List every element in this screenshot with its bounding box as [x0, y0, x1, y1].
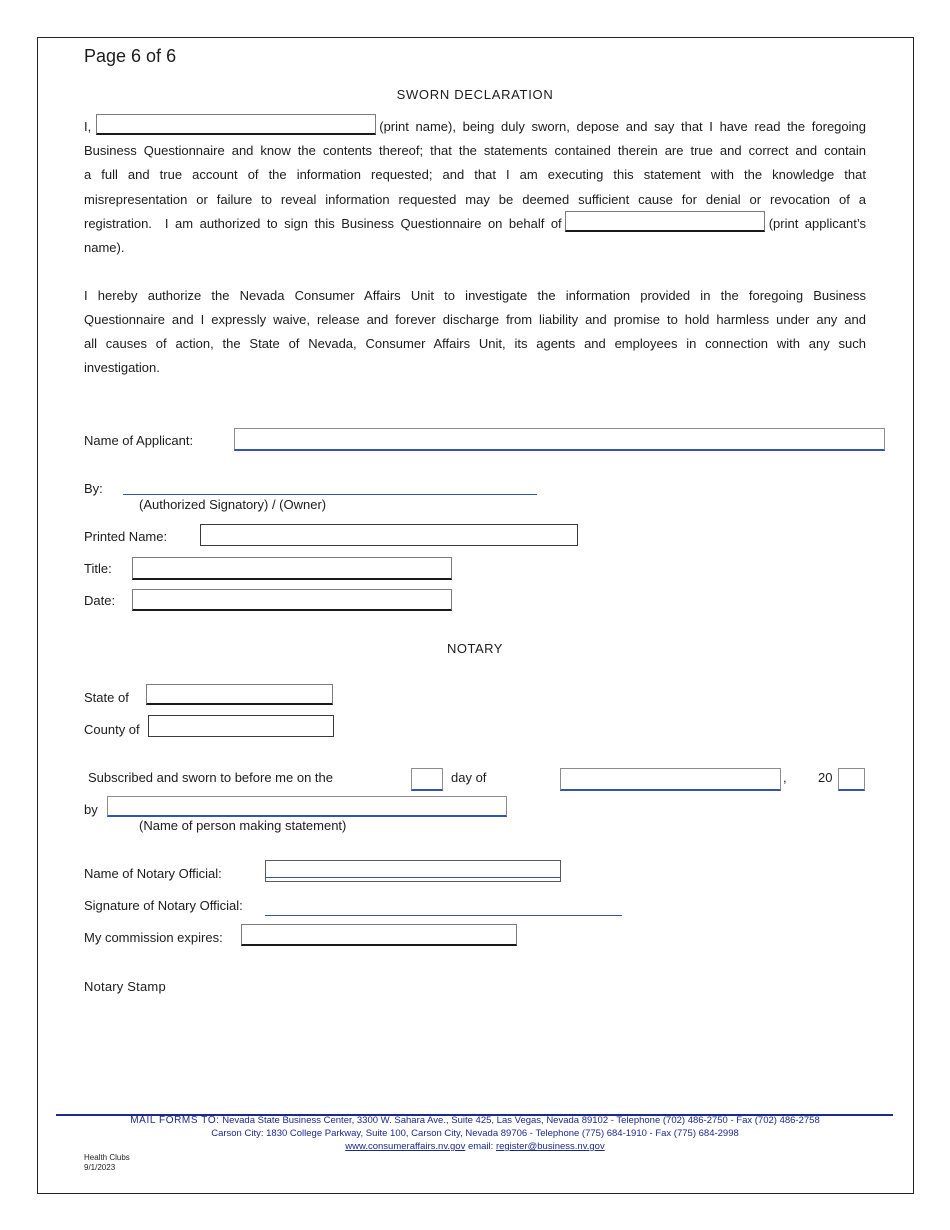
day-field[interactable]: [411, 768, 443, 791]
notary-heading: NOTARY: [447, 641, 503, 656]
name-of-applicant-field[interactable]: [234, 428, 885, 451]
by-person-label: by: [84, 802, 98, 817]
day-of-label: day of: [451, 770, 487, 785]
county-of-label: County of: [84, 722, 140, 737]
person-making-statement-field[interactable]: [107, 796, 507, 817]
print-name-field[interactable]: [96, 114, 376, 135]
month-field[interactable]: [560, 768, 781, 791]
printed-name-label: Printed Name:: [84, 529, 168, 544]
by-label: By:: [84, 481, 103, 496]
email-label: email:: [467, 1141, 494, 1152]
date-label: Date:: [84, 593, 116, 608]
declaration-line: name).: [84, 240, 125, 255]
form-name: Health Clubs: [84, 1153, 130, 1162]
state-of-field[interactable]: [146, 684, 333, 705]
date-comma: ,: [783, 770, 787, 785]
declaration-line: misrepresentation or failure to reveal information requested may be deemed sufficient cause for denial or revocation of a: [84, 192, 866, 207]
declaration-text: I,: [84, 119, 92, 134]
sworn-declaration-heading: SWORN DECLARATION: [396, 87, 554, 102]
print-applicant-name-field[interactable]: [565, 211, 765, 232]
email-link[interactable]: register@business.nv.gov: [495, 1141, 605, 1152]
declaration-line: a full and true account of the information requested; and that I am executing this statement with the knowledge that: [84, 167, 866, 182]
subscribed-sworn-label: Subscribed and sworn to before me on the: [88, 770, 333, 785]
state-of-label: State of: [84, 690, 129, 705]
person-making-statement-caption: (Name of person making statement): [139, 818, 347, 833]
notary-signature-line[interactable]: [265, 915, 622, 916]
notary-signature-label: Signature of Notary Official:: [84, 898, 243, 913]
authorization-line: investigation.: [84, 360, 160, 375]
declaration-text: registration. I am authorized to sign this Business Questionnaire on behalf of: [84, 216, 562, 231]
county-of-field[interactable]: [148, 715, 334, 737]
date-field[interactable]: [132, 589, 452, 611]
title-field[interactable]: [132, 557, 452, 580]
page-number: Page 6 of 6: [84, 46, 177, 66]
notary-official-name-field[interactable]: [265, 860, 561, 882]
authorization-line: I hereby authorize the Nevada Consumer Affairs Unit to investigate the information provided in the foregoing Business: [84, 288, 866, 303]
footer-contact: [0, 1141, 950, 1153]
declaration-line: [84, 116, 866, 138]
mail-forms-to-label: MAIL FORMS TO:: [130, 1115, 220, 1126]
year-field[interactable]: [838, 768, 865, 791]
carson-city-address: Carson City: 1830 College Parkway, Suite 100, Carson City, Nevada 89706 - Telephone (775) 684-1910 - Fax (775) 684-2998: [211, 1128, 739, 1139]
notary-stamp-label: Notary Stamp: [84, 979, 166, 994]
website-link[interactable]: www.consumeraffairs.nv.gov: [345, 1141, 466, 1152]
declaration-text: (print name), being duly sworn, depose and say that I have read the foregoing: [379, 119, 866, 134]
commission-expires-field[interactable]: [241, 924, 517, 946]
declaration-line: Business Questionnaire and know the contents thereof; that the statements contained therein are true and correct and contain: [84, 143, 866, 158]
authorization-line: Questionnaire and I expressly waive, release and forever discharge from liability and promise to hold harmless under any and: [84, 312, 866, 327]
name-of-applicant-label: Name of Applicant:: [84, 433, 194, 448]
authorized-signatory-caption: (Authorized Signatory) / (Owner): [139, 497, 327, 512]
authorized-signature-line[interactable]: [123, 494, 537, 495]
title-label: Title:: [84, 561, 112, 576]
printed-name-field[interactable]: [200, 524, 578, 546]
declaration-line: [84, 213, 866, 235]
year-prefix-label: 20: [818, 770, 833, 785]
las-vegas-address: Nevada State Business Center, 3300 W. Sahara Ave., Suite 425, Las Vegas, Nevada 89102 - Telephone (702) 486-2750 - Fax (702) 486-2758: [222, 1115, 820, 1126]
footer-mail-address: [0, 1115, 950, 1127]
authorization-line: all causes of action, the State of Nevada, Consumer Affairs Unit, its agents and employees in connection with any such: [84, 336, 866, 351]
notary-official-name-label: Name of Notary Official:: [84, 866, 222, 881]
revision-date: 9/1/2023: [84, 1163, 116, 1172]
declaration-text: (print applicant’s: [768, 216, 867, 231]
commission-expires-label: My commission expires:: [84, 930, 223, 945]
